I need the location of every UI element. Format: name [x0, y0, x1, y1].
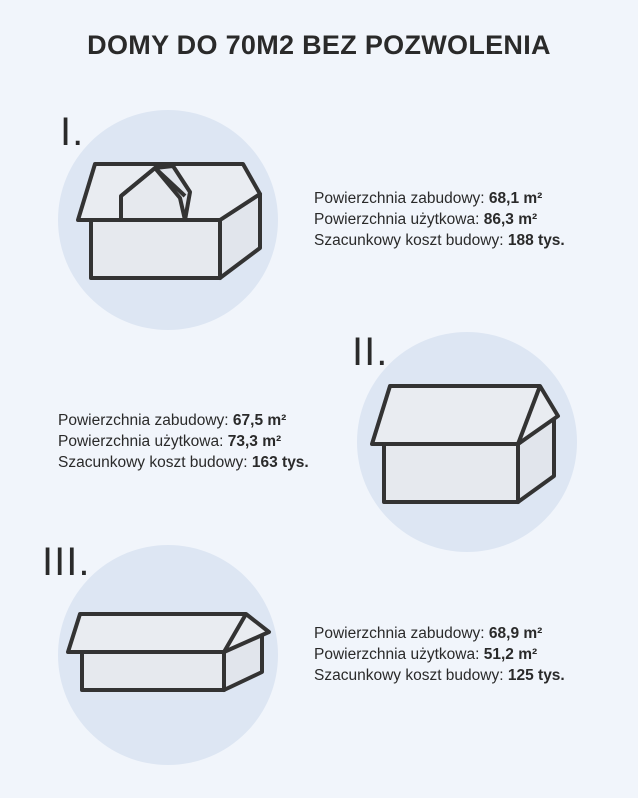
house-3-numeral: III. [42, 540, 91, 584]
house-2-specs [58, 410, 309, 473]
spec-row [314, 665, 565, 686]
spec-row [58, 452, 309, 473]
spec-value: 163 tys. [251, 454, 309, 471]
spec-value: 86,3 m² [483, 211, 538, 228]
spec-row [314, 209, 565, 230]
spec-label: Powierzchnia użytkowa: [314, 211, 480, 228]
spec-label: Szacunkowy koszt budowy: [58, 454, 248, 471]
spec-value: 73,3 m² [227, 433, 282, 450]
house-1-specs [314, 188, 565, 251]
house-2-numeral: II. [352, 330, 389, 374]
house-3-illustration [64, 610, 274, 695]
house-1-illustration [75, 158, 265, 283]
spec-value: 188 tys. [507, 232, 565, 249]
spec-row [314, 188, 565, 209]
spec-row [314, 230, 565, 251]
spec-row [58, 431, 309, 452]
spec-label: Powierzchnia zabudowy: [314, 190, 485, 207]
spec-label: Powierzchnia użytkowa: [58, 433, 224, 450]
spec-value: 67,5 m² [232, 412, 287, 429]
spec-row [314, 644, 565, 665]
spec-label: Szacunkowy koszt budowy: [314, 232, 504, 249]
page-title: DOMY DO 70M2 BEZ POZWOLENIA [87, 30, 551, 60]
spec-label: Szacunkowy koszt budowy: [314, 667, 504, 684]
spec-row [314, 623, 565, 644]
spec-value: 68,9 m² [488, 625, 543, 642]
house-2-illustration [368, 380, 563, 505]
spec-label: Powierzchnia zabudowy: [58, 412, 229, 429]
spec-label: Powierzchnia zabudowy: [314, 625, 485, 642]
spec-row [58, 410, 309, 431]
spec-value: 51,2 m² [483, 646, 538, 663]
house-3-specs [314, 623, 565, 686]
spec-value: 125 tys. [507, 667, 565, 684]
house-1-numeral: I. [60, 110, 85, 154]
spec-label: Powierzchnia użytkowa: [314, 646, 480, 663]
spec-value: 68,1 m² [488, 190, 543, 207]
